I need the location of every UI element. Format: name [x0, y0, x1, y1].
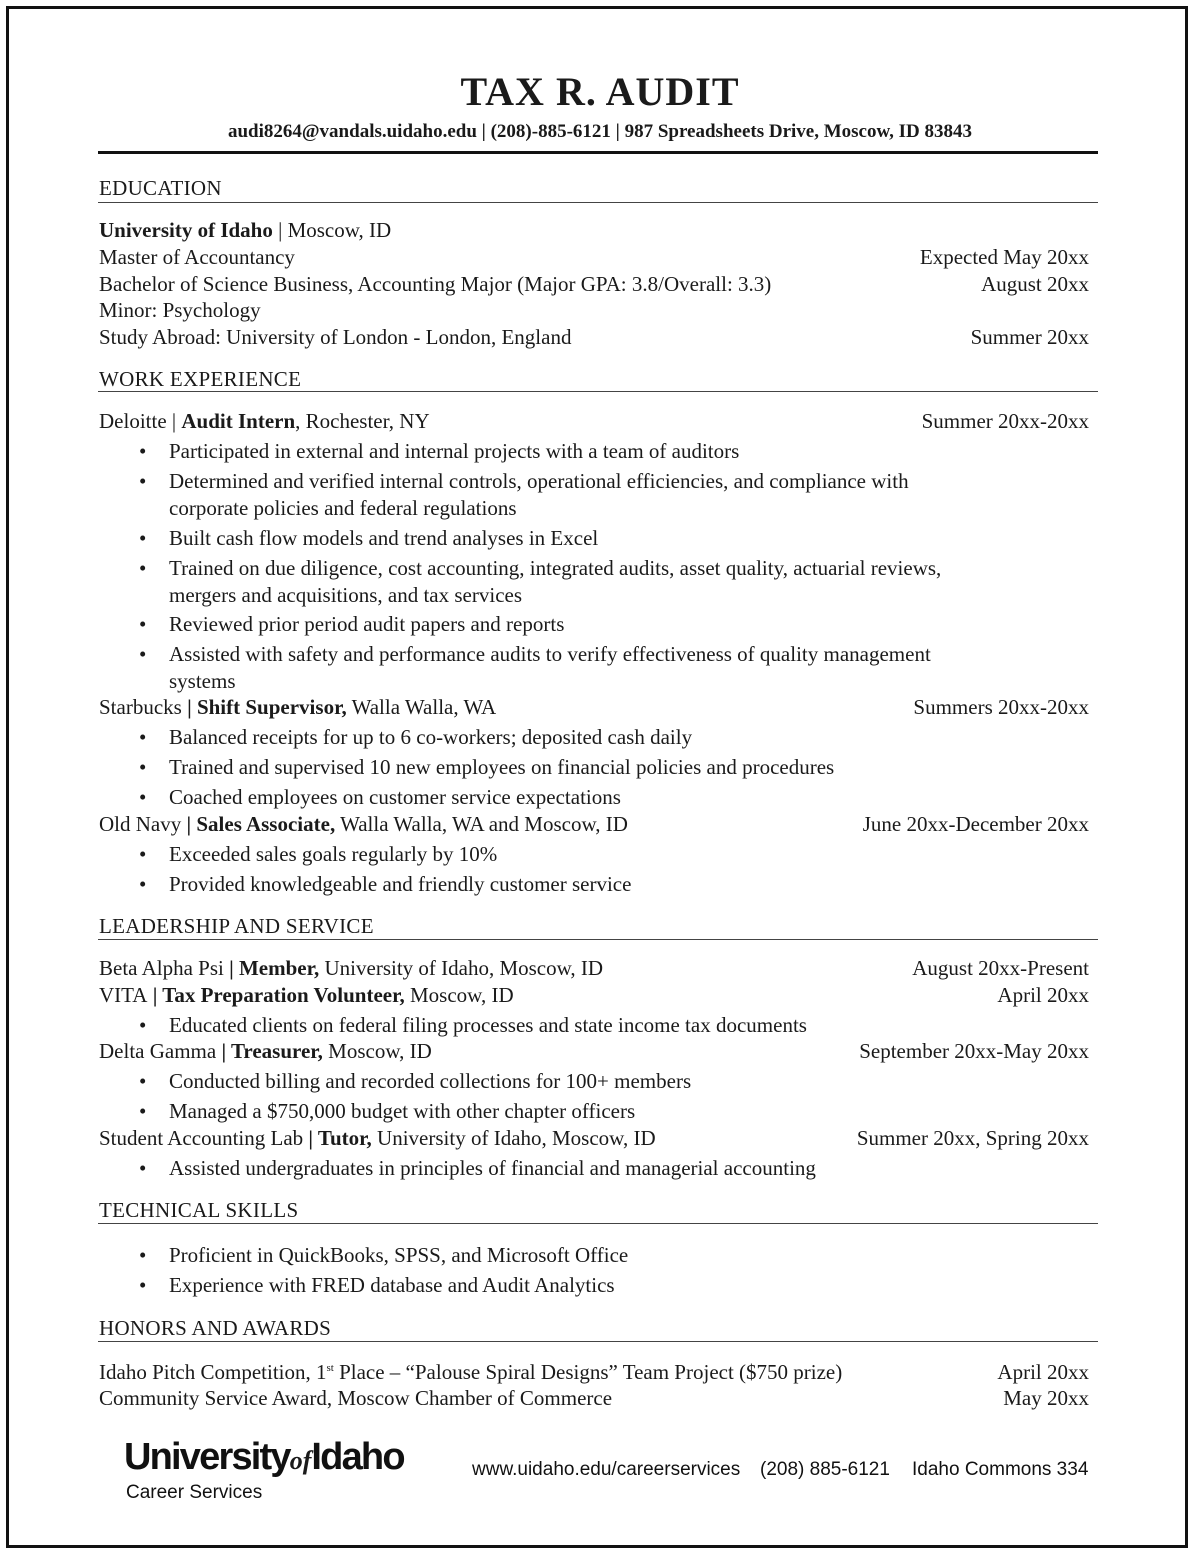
job-heading: Old Navy | Sales Associate, Walla Walla, WA and Moscow, ID June 20xx-December 20xx [99, 812, 1089, 836]
leadership-heading: Student Accounting Lab | Tutor, University of Idaho, Moscow, ID Summer 20xx, Spring 20xx [99, 1126, 1089, 1150]
award-date: April 20xx [997, 1360, 1089, 1384]
leadership-date: August 20xx-Present [912, 956, 1089, 980]
degree-name: Bachelor of Science Business, Accounting Major (Major GPA: 3.8/Overall: 3.3) [99, 272, 772, 296]
footer-website: www.uidaho.edu/careerservices [472, 1459, 741, 1480]
award-date: May 20xx [1003, 1386, 1089, 1410]
education-degree-line [99, 271, 1089, 297]
job-date: Summers 20xx-20xx [913, 695, 1089, 719]
job-heading: Deloitte | Audit Intern, Rochester, NY Summer 20xx-20xx [99, 409, 1089, 433]
section-title-education: EDUCATION [99, 176, 222, 200]
study-abroad-date: Summer 20xx [970, 325, 1089, 349]
section-title-honors: HONORS AND AWARDS [99, 1316, 332, 1340]
footer-office: Idaho Commons 334 [912, 1459, 1089, 1480]
school-location: Moscow, ID [287, 218, 392, 242]
section-title-leadership: LEADERSHIP AND SERVICE [99, 914, 374, 938]
footer-phone: (208) 885-6121 [760, 1459, 890, 1480]
degree-date: Expected May 20xx [919, 245, 1089, 269]
job-date: Summer 20xx-20xx [921, 409, 1089, 433]
education-minor-line: Minor: Psychology [99, 298, 261, 322]
education-abroad-line [99, 324, 1089, 350]
award-line: Idaho Pitch Competition, 1st Place – “Palouse Spiral Designs” Team Project ($750 prize) April 20xx [99, 1360, 1089, 1384]
section-divider [98, 202, 1098, 203]
job-date: June 20xx-December 20xx [862, 812, 1089, 836]
award-line: Community Service Award, Moscow Chamber of Commerce May 20xx [99, 1386, 1089, 1410]
degree-date: August 20xx [981, 272, 1089, 296]
section-divider [98, 1341, 1098, 1342]
header-divider [98, 151, 1098, 154]
section-divider [98, 939, 1098, 940]
logo-subtitle: Career Services [126, 1482, 263, 1503]
university-logo: UniversityofIdaho Career Services [124, 1436, 404, 1503]
education-degree-line [99, 244, 1089, 270]
leadership-date: September 20xx-May 20xx [859, 1039, 1089, 1063]
section-divider [98, 391, 1098, 392]
section-title-skills: TECHNICAL SKILLS [99, 1198, 299, 1222]
leadership-date: April 20xx [997, 983, 1089, 1007]
resume-name: TAX R. AUDIT [460, 69, 740, 114]
degree-name: Master of Accountancy [99, 245, 295, 269]
study-abroad: Study Abroad: University of London - London, England [99, 325, 572, 349]
section-title-work: WORK EXPERIENCE [99, 367, 302, 391]
section-divider [98, 1223, 1098, 1224]
leadership-heading: VITA | Tax Preparation Volunteer, Moscow, ID April 20xx [99, 983, 1089, 1007]
job-heading: Starbucks | Shift Supervisor, Walla Walla, WA Summers 20xx-20xx [99, 695, 1089, 719]
school-name: University of Idaho [99, 218, 273, 242]
leadership-date: Summer 20xx, Spring 20xx [856, 1126, 1089, 1150]
education-school-line: University of Idaho | Moscow, ID [99, 218, 392, 242]
leadership-heading: Delta Gamma | Treasurer, Moscow, ID September 20xx-May 20xx [99, 1039, 1089, 1063]
contact-line: audi8264@vandals.uidaho.edu | (208)-885-6121 | 987 Spreadsheets Drive, Moscow, ID 83843 [227, 121, 973, 142]
leadership-heading: Beta Alpha Psi | Member, University of Idaho, Moscow, ID August 20xx-Present [99, 956, 1089, 980]
